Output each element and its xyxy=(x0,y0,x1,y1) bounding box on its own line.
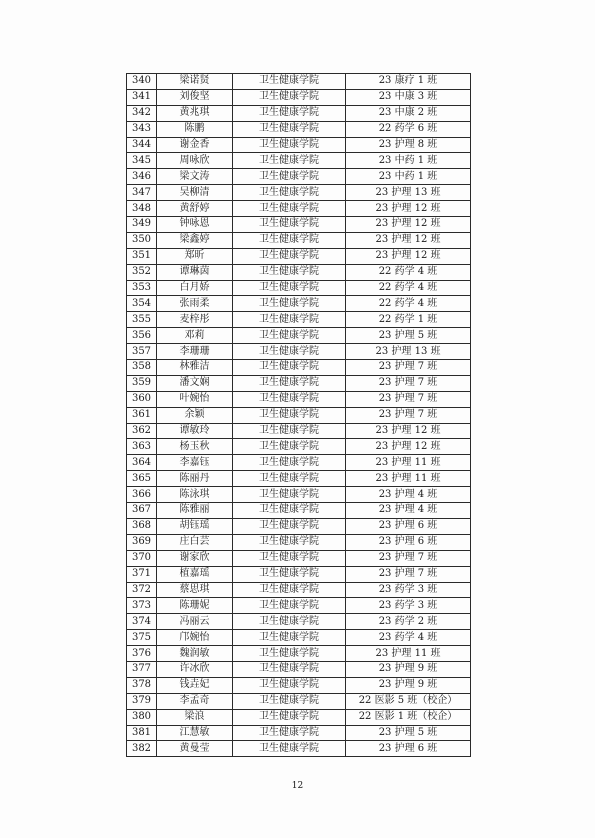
class-cell: 22 医影 5 班（校企） xyxy=(346,693,471,709)
row-number-cell: 345 xyxy=(127,153,157,169)
row-number-cell: 366 xyxy=(127,487,157,503)
class-cell: 23 护理 7 班 xyxy=(346,407,471,423)
class-cell: 23 护理 6 班 xyxy=(346,518,471,534)
table-row xyxy=(127,598,471,614)
table-row xyxy=(127,566,471,582)
row-number-cell: 382 xyxy=(127,741,157,757)
class-cell: 23 护理 9 班 xyxy=(346,661,471,677)
table-row xyxy=(127,693,471,709)
student-name-cell: 刘俊坚 xyxy=(157,89,233,105)
class-cell: 22 药学 4 班 xyxy=(346,280,471,296)
college-cell: 卫生健康学院 xyxy=(233,169,346,185)
student-name-cell: 黄曼莹 xyxy=(157,741,233,757)
college-cell: 卫生健康学院 xyxy=(233,264,346,280)
college-cell: 卫生健康学院 xyxy=(233,360,346,376)
table-row xyxy=(127,741,471,757)
student-name-cell: 梁诺贤 xyxy=(157,74,233,90)
student-name-cell: 许冰欣 xyxy=(157,661,233,677)
row-number-cell: 354 xyxy=(127,296,157,312)
row-number-cell: 381 xyxy=(127,725,157,741)
table-row xyxy=(127,709,471,725)
college-cell: 卫生健康学院 xyxy=(233,391,346,407)
student-name-cell: 谭敏玲 xyxy=(157,423,233,439)
class-cell: 23 护理 12 班 xyxy=(346,439,471,455)
table-row xyxy=(127,614,471,630)
table-row xyxy=(127,439,471,455)
college-cell: 卫生健康学院 xyxy=(233,550,346,566)
row-number-cell: 375 xyxy=(127,630,157,646)
table-row xyxy=(127,264,471,280)
student-name-cell: 钱垚妃 xyxy=(157,677,233,693)
row-number-cell: 356 xyxy=(127,328,157,344)
student-name-cell: 胡钰瑶 xyxy=(157,518,233,534)
table-row xyxy=(127,534,471,550)
row-number-cell: 346 xyxy=(127,169,157,185)
college-cell: 卫生健康学院 xyxy=(233,185,346,201)
college-cell: 卫生健康学院 xyxy=(233,375,346,391)
college-cell: 卫生健康学院 xyxy=(233,566,346,582)
table-row xyxy=(127,677,471,693)
class-cell: 23 护理 11 班 xyxy=(346,455,471,471)
class-cell: 23 护理 12 班 xyxy=(346,201,471,217)
college-cell: 卫生健康学院 xyxy=(233,725,346,741)
class-cell: 23 护理 12 班 xyxy=(346,423,471,439)
student-name-cell: 陈雅丽 xyxy=(157,503,233,519)
table-row xyxy=(127,201,471,217)
college-cell: 卫生健康学院 xyxy=(233,423,346,439)
row-number-cell: 363 xyxy=(127,439,157,455)
student-name-cell: 陈泳琪 xyxy=(157,487,233,503)
page-number: 12 xyxy=(291,781,304,791)
student-name-cell: 庄白芸 xyxy=(157,534,233,550)
class-cell: 23 中康 2 班 xyxy=(346,105,471,121)
college-cell: 卫生健康学院 xyxy=(233,407,346,423)
class-cell: 23 护理 7 班 xyxy=(346,391,471,407)
table-row xyxy=(127,232,471,248)
class-cell: 23 护理 7 班 xyxy=(346,566,471,582)
row-number-cell: 361 xyxy=(127,407,157,423)
class-cell: 23 护理 11 班 xyxy=(346,646,471,662)
class-cell: 22 药学 4 班 xyxy=(346,264,471,280)
table-row xyxy=(127,550,471,566)
table-row xyxy=(127,407,471,423)
class-cell: 23 护理 6 班 xyxy=(346,534,471,550)
class-cell: 23 护理 5 班 xyxy=(346,328,471,344)
student-name-cell: 吴柳清 xyxy=(157,185,233,201)
student-name-cell: 谭琳茵 xyxy=(157,264,233,280)
table-row xyxy=(127,248,471,264)
class-cell: 23 护理 13 班 xyxy=(346,344,471,360)
college-cell: 卫生健康学院 xyxy=(233,312,346,328)
class-cell: 23 护理 6 班 xyxy=(346,741,471,757)
row-number-cell: 353 xyxy=(127,280,157,296)
student-name-cell: 蔡思琪 xyxy=(157,582,233,598)
table-row xyxy=(127,105,471,121)
table-row xyxy=(127,487,471,503)
row-number-cell: 343 xyxy=(127,121,157,137)
college-cell: 卫生健康学院 xyxy=(233,105,346,121)
row-number-cell: 351 xyxy=(127,248,157,264)
student-name-cell: 梁浪 xyxy=(157,709,233,725)
college-cell: 卫生健康学院 xyxy=(233,74,346,90)
row-number-cell: 372 xyxy=(127,582,157,598)
student-name-cell: 杨玉秋 xyxy=(157,439,233,455)
row-number-cell: 365 xyxy=(127,471,157,487)
college-cell: 卫生健康学院 xyxy=(233,296,346,312)
row-number-cell: 357 xyxy=(127,344,157,360)
class-cell: 22 药学 4 班 xyxy=(346,296,471,312)
table-row xyxy=(127,312,471,328)
student-name-cell: 叶婉怡 xyxy=(157,391,233,407)
table-row xyxy=(127,661,471,677)
row-number-cell: 349 xyxy=(127,217,157,233)
student-name-cell: 陈珊妮 xyxy=(157,598,233,614)
class-cell: 23 护理 12 班 xyxy=(346,248,471,264)
table-row xyxy=(127,725,471,741)
table-row xyxy=(127,137,471,153)
row-number-cell: 378 xyxy=(127,677,157,693)
table-row xyxy=(127,74,471,90)
college-cell: 卫生健康学院 xyxy=(233,344,346,360)
row-number-cell: 341 xyxy=(127,89,157,105)
table-row xyxy=(127,582,471,598)
class-cell: 23 药学 4 班 xyxy=(346,630,471,646)
table-row xyxy=(127,89,471,105)
college-cell: 卫生健康学院 xyxy=(233,248,346,264)
row-number-cell: 352 xyxy=(127,264,157,280)
table-row xyxy=(127,630,471,646)
class-cell: 23 护理 7 班 xyxy=(346,360,471,376)
class-cell: 23 护理 11 班 xyxy=(346,471,471,487)
row-number-cell: 373 xyxy=(127,598,157,614)
table-row xyxy=(127,646,471,662)
row-number-cell: 340 xyxy=(127,74,157,90)
student-name-cell: 黄兆琪 xyxy=(157,105,233,121)
class-cell: 22 药学 1 班 xyxy=(346,312,471,328)
student-name-cell: 梁鑫婷 xyxy=(157,232,233,248)
row-number-cell: 342 xyxy=(127,105,157,121)
student-name-cell: 李嘉钰 xyxy=(157,455,233,471)
student-name-cell: 冯丽云 xyxy=(157,614,233,630)
student-name-cell: 郑昕 xyxy=(157,248,233,264)
college-cell: 卫生健康学院 xyxy=(233,232,346,248)
college-cell: 卫生健康学院 xyxy=(233,661,346,677)
student-name-cell: 邝婉怡 xyxy=(157,630,233,646)
table-row xyxy=(127,280,471,296)
college-cell: 卫生健康学院 xyxy=(233,614,346,630)
college-cell: 卫生健康学院 xyxy=(233,153,346,169)
class-cell: 23 护理 7 班 xyxy=(346,375,471,391)
student-name-cell: 周咏欣 xyxy=(157,153,233,169)
college-cell: 卫生健康学院 xyxy=(233,471,346,487)
table-row xyxy=(127,471,471,487)
student-name-cell: 谢家欣 xyxy=(157,550,233,566)
row-number-cell: 350 xyxy=(127,232,157,248)
row-number-cell: 358 xyxy=(127,360,157,376)
student-name-cell: 谢金香 xyxy=(157,137,233,153)
student-name-cell: 梁文涛 xyxy=(157,169,233,185)
college-cell: 卫生健康学院 xyxy=(233,201,346,217)
class-cell: 23 护理 12 班 xyxy=(346,232,471,248)
college-cell: 卫生健康学院 xyxy=(233,455,346,471)
college-cell: 卫生健康学院 xyxy=(233,89,346,105)
row-number-cell: 359 xyxy=(127,375,157,391)
row-number-cell: 380 xyxy=(127,709,157,725)
row-number-cell: 377 xyxy=(127,661,157,677)
table-row xyxy=(127,328,471,344)
student-name-cell: 李珊珊 xyxy=(157,344,233,360)
row-number-cell: 362 xyxy=(127,423,157,439)
row-number-cell: 367 xyxy=(127,503,157,519)
college-cell: 卫生健康学院 xyxy=(233,439,346,455)
student-name-cell: 麦梓彤 xyxy=(157,312,233,328)
row-number-cell: 370 xyxy=(127,550,157,566)
college-cell: 卫生健康学院 xyxy=(233,503,346,519)
class-cell: 23 护理 4 班 xyxy=(346,487,471,503)
college-cell: 卫生健康学院 xyxy=(233,677,346,693)
table-row xyxy=(127,391,471,407)
student-roster-table xyxy=(126,73,471,757)
row-number-cell: 364 xyxy=(127,455,157,471)
class-cell: 22 药学 6 班 xyxy=(346,121,471,137)
college-cell: 卫生健康学院 xyxy=(233,709,346,725)
class-cell: 23 护理 5 班 xyxy=(346,725,471,741)
student-name-cell: 余颖 xyxy=(157,407,233,423)
student-name-cell: 李孟奇 xyxy=(157,693,233,709)
table-row xyxy=(127,503,471,519)
row-number-cell: 374 xyxy=(127,614,157,630)
table-row xyxy=(127,455,471,471)
college-cell: 卫生健康学院 xyxy=(233,598,346,614)
class-cell: 23 护理 8 班 xyxy=(346,137,471,153)
table-row xyxy=(127,375,471,391)
row-number-cell: 344 xyxy=(127,137,157,153)
row-number-cell: 371 xyxy=(127,566,157,582)
row-number-cell: 360 xyxy=(127,391,157,407)
college-cell: 卫生健康学院 xyxy=(233,328,346,344)
roster-table-body xyxy=(127,74,471,757)
class-cell: 23 护理 12 班 xyxy=(346,217,471,233)
student-name-cell: 林雅洁 xyxy=(157,360,233,376)
student-name-cell: 钟咏恩 xyxy=(157,217,233,233)
table-row xyxy=(127,121,471,137)
college-cell: 卫生健康学院 xyxy=(233,693,346,709)
class-cell: 23 护理 7 班 xyxy=(346,550,471,566)
college-cell: 卫生健康学院 xyxy=(233,280,346,296)
table-row xyxy=(127,518,471,534)
table-row xyxy=(127,360,471,376)
row-number-cell: 369 xyxy=(127,534,157,550)
class-cell: 22 医影 1 班（校企） xyxy=(346,709,471,725)
college-cell: 卫生健康学院 xyxy=(233,534,346,550)
student-name-cell: 江慧敏 xyxy=(157,725,233,741)
table-row xyxy=(127,217,471,233)
class-cell: 23 护理 13 班 xyxy=(346,185,471,201)
college-cell: 卫生健康学院 xyxy=(233,630,346,646)
student-name-cell: 陈鹏 xyxy=(157,121,233,137)
student-name-cell: 邓莉 xyxy=(157,328,233,344)
table-row xyxy=(127,153,471,169)
row-number-cell: 355 xyxy=(127,312,157,328)
class-cell: 23 药学 3 班 xyxy=(346,598,471,614)
student-name-cell: 魏润敏 xyxy=(157,646,233,662)
table-row xyxy=(127,169,471,185)
student-name-cell: 陈丽丹 xyxy=(157,471,233,487)
college-cell: 卫生健康学院 xyxy=(233,487,346,503)
class-cell: 23 中康 3 班 xyxy=(346,89,471,105)
college-cell: 卫生健康学院 xyxy=(233,741,346,757)
table-row xyxy=(127,185,471,201)
class-cell: 23 康疗 1 班 xyxy=(346,74,471,90)
college-cell: 卫生健康学院 xyxy=(233,217,346,233)
row-number-cell: 376 xyxy=(127,646,157,662)
college-cell: 卫生健康学院 xyxy=(233,137,346,153)
student-name-cell: 植嘉瑶 xyxy=(157,566,233,582)
row-number-cell: 348 xyxy=(127,201,157,217)
table-row xyxy=(127,296,471,312)
table-row xyxy=(127,344,471,360)
row-number-cell: 379 xyxy=(127,693,157,709)
table-row xyxy=(127,423,471,439)
row-number-cell: 347 xyxy=(127,185,157,201)
class-cell: 23 药学 3 班 xyxy=(346,582,471,598)
student-name-cell: 白月娇 xyxy=(157,280,233,296)
student-name-cell: 张雨柔 xyxy=(157,296,233,312)
college-cell: 卫生健康学院 xyxy=(233,518,346,534)
student-name-cell: 黄舒婷 xyxy=(157,201,233,217)
row-number-cell: 368 xyxy=(127,518,157,534)
college-cell: 卫生健康学院 xyxy=(233,646,346,662)
class-cell: 23 护理 9 班 xyxy=(346,677,471,693)
class-cell: 23 药学 2 班 xyxy=(346,614,471,630)
class-cell: 23 护理 4 班 xyxy=(346,503,471,519)
college-cell: 卫生健康学院 xyxy=(233,121,346,137)
class-cell: 23 中药 1 班 xyxy=(346,153,471,169)
student-name-cell: 潘文娴 xyxy=(157,375,233,391)
class-cell: 23 中药 1 班 xyxy=(346,169,471,185)
college-cell: 卫生健康学院 xyxy=(233,582,346,598)
